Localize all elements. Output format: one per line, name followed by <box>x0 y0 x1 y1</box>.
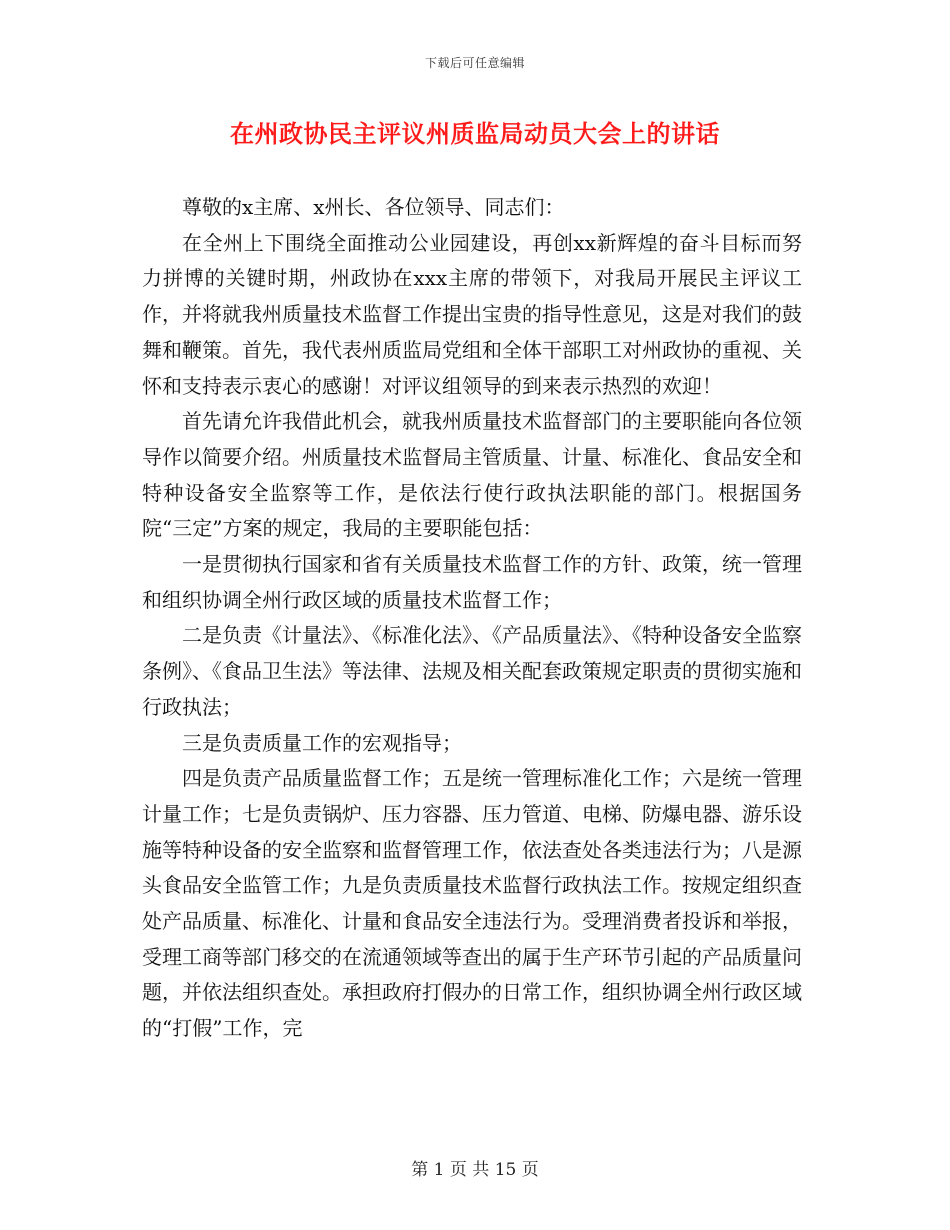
header-note: 下载后可任意编辑 <box>424 56 525 70</box>
paragraph: 三是负责质量工作的宏观指导； <box>182 730 462 755</box>
paragraph: 一是贯彻执行国家和省有关质量技术监督工作的方针、政策，统一管理和组织协调全州行政区域的质量技术监督工作； <box>142 552 802 612</box>
document-title: 在州政协民主评议州质监局动员大会上的讲话 <box>230 119 720 148</box>
page-number-footer: 第 1 页 共 15 页 <box>411 1160 539 1180</box>
document-body <box>142 190 802 1047</box>
paragraph: 四是负责产品质量监督工作；五是统一管理标准化工作；六是统一管理计量工作；七是负责锅炉、压力容器、压力管道、电梯、防爆电器、游乐设施等特种设备的安全监察和监督管理工作，依法查处各类违法行为；八是源头食品安全监管工作；九是负责质量技术监督行政执法工作。按规定组织查处产品质量、标准化、计量和食品安全违法行为。受理消费者投诉和举报，受理工商等部门移交的在流通领域等查出的属于生产环节引起的产品质量问题，并依法组织查处。承担政府打假办的日常工作，组织协调全州行政区域的“打假”工作，完 <box>142 766 802 1041</box>
paragraph-salutation: 尊敬的x主席、x州长、各位领导、同志们： <box>182 195 565 219</box>
paragraph: 二是负责《计量法》、《标准化法》、《产品质量法》、《特种设备安全监察条例》、《食品卫生法》等法律、法规及相关配套政策规定职责的贯彻实施和行政执法； <box>142 623 802 719</box>
paragraph: 在全州上下围绕全面推动公业园建设，再创xx新辉煌的奋斗目标而努力拼博的关键时期，州政协在xxx主席的带领下，对我局开展民主评议工作，并将就我州质量技术监督工作提出宝贵的指导性意见，这是对我们的鼓舞和鞭策。首先，我代表州质监局党组和全体干部职工对州政协的重视、关怀和支持表示衷心的感谢！对评议组领导的到来表示热烈的欢迎！ <box>142 230 802 398</box>
paragraph: 首先请允许我借此机会，就我州质量技术监督部门的主要职能向各位领导作以简要介绍。州质量技术监督局主管质量、计量、标准化、食品安全和特种设备安全监察等工作，是依法行使行政执法职能的部门。根据国务院“三定”方案的规定，我局的主要职能包括： <box>142 409 802 541</box>
